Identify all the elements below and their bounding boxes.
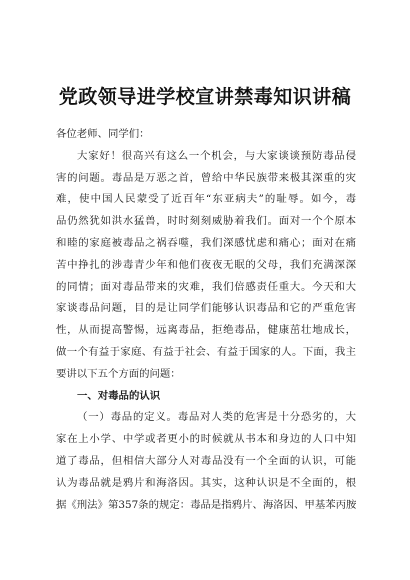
paragraph-line: 大家好！很高兴有这么一个机会，与大家谈谈预防毒品侵 (77, 149, 356, 162)
paragraph-2 (56, 407, 356, 516)
paragraph-line: 要讲以下五个方面的问题： (56, 367, 181, 380)
document-title: 党政领导进学校宣讲禁毒知识讲稿 (58, 86, 352, 108)
paragraph-line: 害的问题。毒品是万恶之首，曾给中华民族带来极其深重的灾 (56, 171, 356, 184)
paragraph-line: 难，使中国人民蒙受了近百年“东亚病夫”的耻辱。如今，毒 (56, 193, 356, 206)
greeting: 各位老师、同学们： (56, 128, 150, 140)
section-heading: 一、对毒品的认识 (77, 389, 161, 402)
paragraph-line: 道了毒品，但相信大部分人对毒品没有一个全面的认识，可能 (56, 454, 356, 467)
paragraph-line: 认为毒品就是鸦片和海洛因。其实，这种认识是不全面的，根 (56, 476, 356, 489)
paragraph-line: 做一个有益于家庭、有益于社会、有益于国家的人。下面，我主 (56, 345, 356, 358)
paragraph-1 (56, 146, 356, 386)
paragraph-line: 家在上小学、中学或者更小的时候就从书本和身边的人口中知 (56, 433, 356, 446)
document-body (56, 124, 356, 516)
paragraph-line: 据《刑法》第357条的规定：毒品是指鸦片、海洛因、甲基苯丙胺 (56, 498, 356, 511)
paragraph-line: 家谈毒品问题，目的是让同学们能够认识毒品和它的严重危害 (56, 302, 356, 315)
paragraph-line: 和睦的家庭被毒品之祸吞噬，我们深感忧虑和痛心；面对在痛 (56, 236, 356, 249)
paragraph-line: 品仍然犹如洪水猛兽，时时刻刻威胁着我们。面对一个个原本 (56, 215, 356, 228)
paragraph-line: 性，从而提高警惕，远离毒品，拒绝毒品，健康茁壮地成长， (56, 324, 356, 337)
paragraph-line: （一）毒品的定义。毒品对人类的危害是十分恐劣的，大 (77, 411, 356, 424)
paragraph-line: 苦中挣扎的涉毒青少年和他们夜夜无眠的父母，我们充满深深 (56, 258, 356, 271)
paragraph-line: 的同情；面对毒品带来的灾难，我们倍感责任重大。今天和大 (56, 280, 356, 293)
